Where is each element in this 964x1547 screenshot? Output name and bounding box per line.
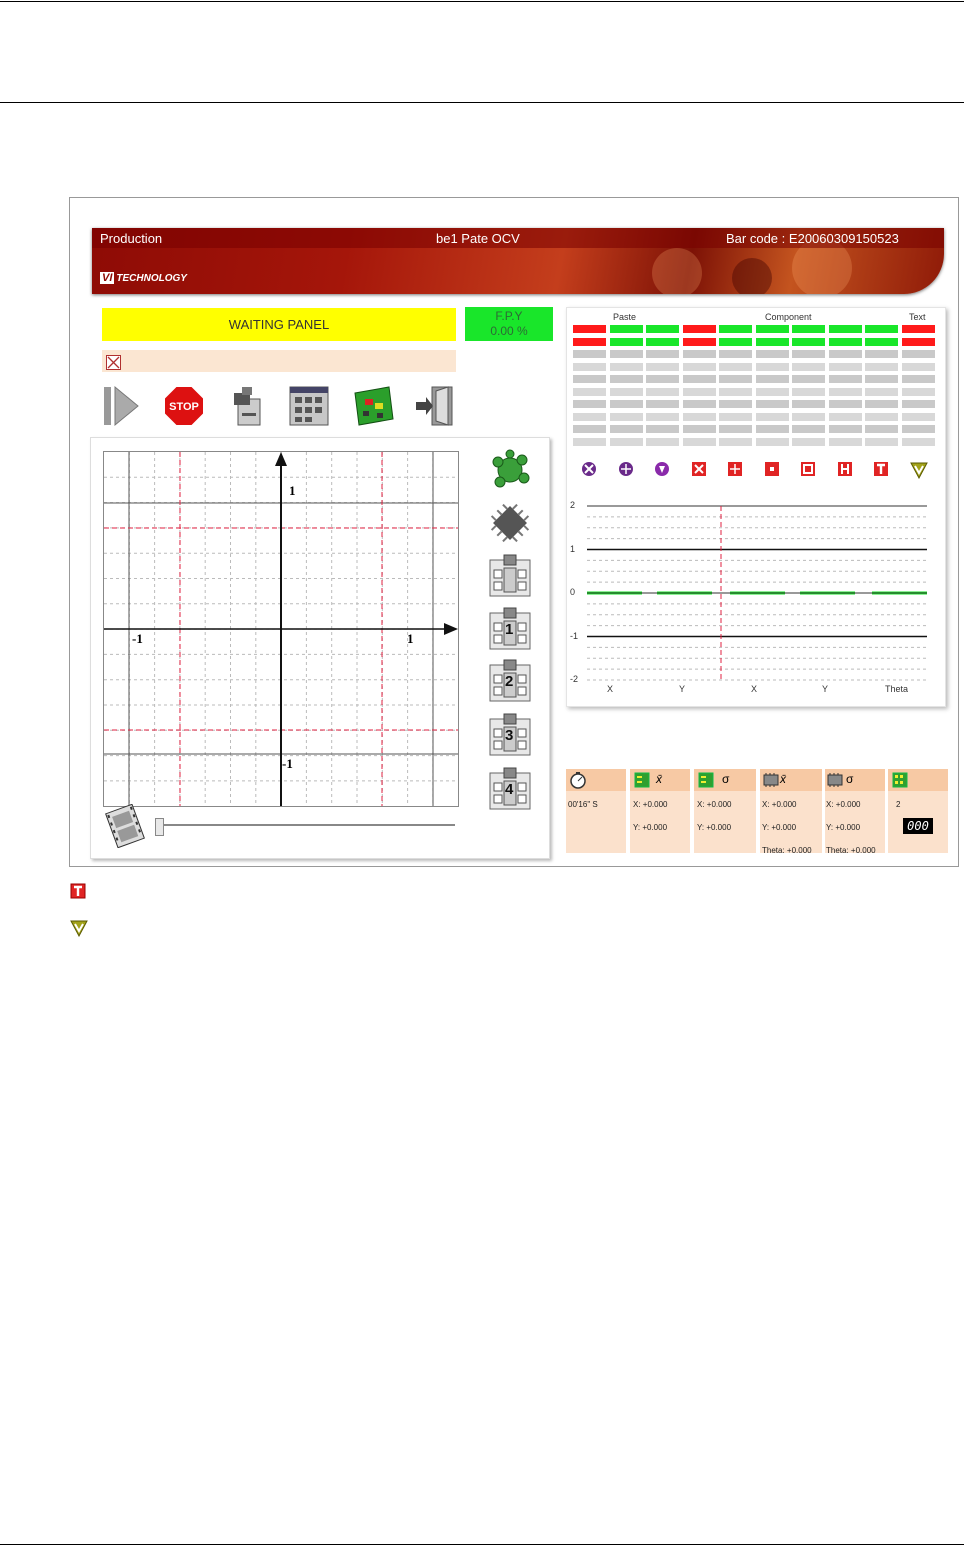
camera-number-label: 1: [505, 621, 514, 638]
defect-cell: [646, 350, 679, 358]
plot-label-y-neg: -1: [282, 756, 293, 771]
defect-cell: [792, 325, 825, 333]
defect-cell: [865, 413, 898, 421]
comp-sigma-y: Y: +0.000: [826, 823, 861, 832]
defect-cell: [573, 388, 606, 396]
defect-cell: [610, 388, 643, 396]
defect-cell: [683, 400, 716, 408]
rotation-icon[interactable]: [800, 461, 816, 477]
defect-cell: [610, 400, 643, 408]
comp-mean-symbol: x̄: [780, 772, 786, 786]
defect-cell: [573, 400, 606, 408]
stopwatch-icon: [569, 771, 587, 789]
replay-slider-track[interactable]: [155, 824, 455, 826]
camera-all-icon[interactable]: [488, 554, 532, 598]
defect-cell: [756, 388, 789, 396]
trend-x-label: X: [751, 684, 758, 694]
defect-cell: [792, 400, 825, 408]
film-icon[interactable]: [103, 804, 147, 848]
defect-cell: [719, 350, 752, 358]
stop-icon[interactable]: [163, 385, 205, 427]
shape-paste-icon[interactable]: [654, 461, 670, 477]
defect-cell: [719, 388, 752, 396]
plot-label-y-pos: 1: [289, 483, 296, 498]
defect-cell: [646, 438, 679, 446]
board-count: 2: [896, 800, 901, 809]
group-text: Text: [909, 312, 926, 322]
defect-cell: [756, 413, 789, 421]
paste-sigma-y: Y: +0.000: [697, 823, 732, 832]
polarity-icon[interactable]: [764, 461, 780, 477]
defect-cell: [829, 375, 862, 383]
defect-cell: [902, 425, 935, 433]
fpy-indicator: [465, 307, 553, 341]
defect-cell: [902, 363, 935, 371]
defect-cell: [756, 375, 789, 383]
camera-1-icon[interactable]: [488, 607, 532, 651]
defect-cell: [902, 325, 935, 333]
component-library-icon[interactable]: [288, 385, 330, 427]
close-message-icon[interactable]: [106, 355, 121, 370]
validation-icon[interactable]: [910, 461, 926, 477]
board-icon[interactable]: [351, 385, 393, 427]
barcode-label: Bar code : E20060309150523: [726, 231, 899, 246]
defect-cell: [865, 425, 898, 433]
defect-cell: [719, 338, 752, 346]
comp-mean-theta: Theta: +0.000: [762, 846, 812, 855]
defect-cell: [902, 413, 935, 421]
defect-cell: [573, 350, 606, 358]
defect-cell: [719, 363, 752, 371]
fpy-label: F.P.Y: [495, 309, 523, 323]
defect-cell: [756, 400, 789, 408]
defect-cell: [902, 375, 935, 383]
defect-cell: [646, 363, 679, 371]
defect-cell: [646, 325, 679, 333]
plot-axes: [104, 452, 458, 806]
fpy-value: 0.00 %: [490, 324, 528, 338]
defect-cell: [719, 325, 752, 333]
trend-x-label: Theta: [885, 684, 909, 694]
defect-cell: [719, 438, 752, 446]
inspection-time: 00'16" S: [568, 800, 598, 809]
comp-sigma-x: X: +0.000: [826, 800, 861, 809]
header-banner: [92, 228, 944, 294]
production-screen: [69, 197, 959, 867]
defect-cell: [719, 400, 752, 408]
defect-cell: [792, 350, 825, 358]
header-rule: [0, 102, 964, 103]
defect-cell: [683, 325, 716, 333]
validation-icon: [70, 919, 86, 935]
defect-cell: [756, 425, 789, 433]
camera-3-icon[interactable]: [488, 713, 532, 757]
defect-cell: [756, 325, 789, 333]
barcode-value: E20060309150523: [788, 231, 899, 246]
defect-cell: [792, 425, 825, 433]
comp-mean-icon: [762, 772, 796, 788]
play-icon[interactable]: [102, 385, 144, 427]
position-panel: [90, 437, 550, 859]
defect-cell: [829, 363, 862, 371]
defect-cell: [829, 400, 862, 408]
replay-slider-thumb[interactable]: [155, 818, 164, 836]
defect-cell: [573, 338, 606, 346]
defect-cell: [610, 375, 643, 383]
chip-component-icon[interactable]: [488, 501, 532, 545]
paste-mean-icon: [634, 772, 666, 788]
comp-sigma-symbol: σ: [846, 772, 854, 786]
defect-cell: [683, 438, 716, 446]
defect-cell: [792, 438, 825, 446]
program-name: be1 Pate OCV: [436, 231, 520, 246]
defect-cell: [829, 438, 862, 446]
defect-panel: [566, 307, 946, 707]
defect-cell: [865, 375, 898, 383]
defect-cell: [573, 363, 606, 371]
defect-cell: [683, 413, 716, 421]
offset-paste-icon[interactable]: [618, 461, 634, 477]
text-icon: [70, 883, 86, 899]
defect-cell: [683, 388, 716, 396]
defect-cell: [756, 363, 789, 371]
footer-rule: [0, 1544, 964, 1545]
mode-label: Production: [100, 231, 163, 246]
paste-mean-y: Y: +0.000: [633, 823, 668, 832]
group-paste: Paste: [613, 312, 637, 322]
group-component: Component: [765, 312, 812, 322]
missing-component-icon[interactable]: [691, 461, 707, 477]
defect-cell: [865, 388, 898, 396]
defect-cell: [573, 438, 606, 446]
defect-cell: [829, 325, 862, 333]
bridge-icon[interactable]: [837, 461, 853, 477]
defect-cell: [865, 363, 898, 371]
trend-x-label: Y: [822, 684, 829, 694]
counter-display: 000: [903, 818, 933, 834]
trend-x-label: Y: [679, 684, 686, 694]
defect-cell: [902, 388, 935, 396]
defect-cell: [683, 350, 716, 358]
trend-y-tick: -1: [570, 630, 579, 641]
exit-door-icon[interactable]: [414, 385, 456, 427]
paste-sigma-symbol: σ: [722, 772, 730, 786]
defect-cell: [865, 338, 898, 346]
paste-mean-x: X: +0.000: [633, 800, 668, 809]
defect-cell: [683, 375, 716, 383]
trend-y-tick: 1: [570, 543, 576, 554]
defect-cell: [573, 375, 606, 383]
defect-cell: [683, 425, 716, 433]
defect-cell: [683, 338, 716, 346]
defect-cell: [829, 413, 862, 421]
paste-blobs-icon[interactable]: [488, 448, 532, 492]
board-count-icon: [892, 772, 908, 788]
defect-cell: [865, 350, 898, 358]
defect-cell: [756, 438, 789, 446]
defect-cell: [610, 425, 643, 433]
camera-number-label: 2: [505, 673, 514, 690]
comp-mean-y: Y: +0.000: [762, 823, 797, 832]
page-top-rule: [0, 1, 964, 2]
comp-sigma-icon: [826, 772, 860, 788]
vi-technology-logo: VI TECHNOLOGY: [102, 272, 187, 284]
offset-component-icon[interactable]: [727, 461, 743, 477]
defect-cell: [792, 413, 825, 421]
defect-cell: [610, 363, 643, 371]
defect-cell: [610, 325, 643, 333]
comp-mean-x: X: +0.000: [762, 800, 797, 809]
defect-cell: [573, 425, 606, 433]
defect-cell: [646, 375, 679, 383]
paste-mean-symbol: x̄: [656, 772, 662, 786]
defect-cell: [792, 375, 825, 383]
defect-cell: [646, 425, 679, 433]
defect-cell: [646, 388, 679, 396]
camera-2-icon[interactable]: [488, 659, 532, 703]
paste-sigma-icon: [698, 772, 730, 788]
defect-cell: [719, 425, 752, 433]
message-bar: [102, 350, 456, 372]
defect-cell: [646, 413, 679, 421]
defect-cell: [902, 338, 935, 346]
defect-cell: [646, 400, 679, 408]
defect-cell: [719, 413, 752, 421]
defect-cell: [756, 338, 789, 346]
defect-cell: [792, 388, 825, 396]
defect-cell: [610, 338, 643, 346]
defect-cell: [865, 438, 898, 446]
trend-y-tick: -2: [570, 674, 579, 684]
camera-4-icon[interactable]: [488, 767, 532, 811]
missing-paste-icon[interactable]: [581, 461, 597, 477]
trend-y-tick: 0: [570, 587, 576, 597]
defect-cell: [902, 400, 935, 408]
defect-cell: [610, 438, 643, 446]
defect-cell: [719, 375, 752, 383]
defect-cell: [865, 325, 898, 333]
defect-cell: [683, 363, 716, 371]
defect-cell: [573, 325, 606, 333]
defect-cell: [865, 400, 898, 408]
trend-chart: [567, 498, 945, 698]
svg-text:STOP: STOP: [169, 401, 199, 413]
defect-cell: [902, 350, 935, 358]
defect-cell: [829, 338, 862, 346]
defect-cell: [573, 413, 606, 421]
camera-number-label: 4: [505, 781, 514, 798]
defect-cell: [829, 350, 862, 358]
trend-y-tick: 2: [570, 500, 576, 510]
defect-cell: [829, 425, 862, 433]
defect-cell: [610, 413, 643, 421]
plot-label-x-pos: 1: [407, 631, 414, 646]
paste-sigma-x: X: +0.000: [697, 800, 732, 809]
machine-icon[interactable]: [228, 385, 270, 427]
defect-cell: [792, 338, 825, 346]
trend-x-label: X: [607, 684, 614, 694]
defect-cell: [902, 438, 935, 446]
defect-cell: [792, 363, 825, 371]
text-icon[interactable]: [873, 461, 889, 477]
defect-cell: [829, 388, 862, 396]
defect-cell: [646, 338, 679, 346]
plot-label-x-neg: -1: [132, 631, 143, 646]
offset-plot: [103, 451, 459, 807]
comp-sigma-theta: Theta: +0.000: [826, 846, 876, 855]
camera-number-label: 3: [505, 727, 514, 744]
defect-cell: [756, 350, 789, 358]
panel-status: WAITING PANEL: [102, 308, 456, 341]
defect-cell: [610, 350, 643, 358]
